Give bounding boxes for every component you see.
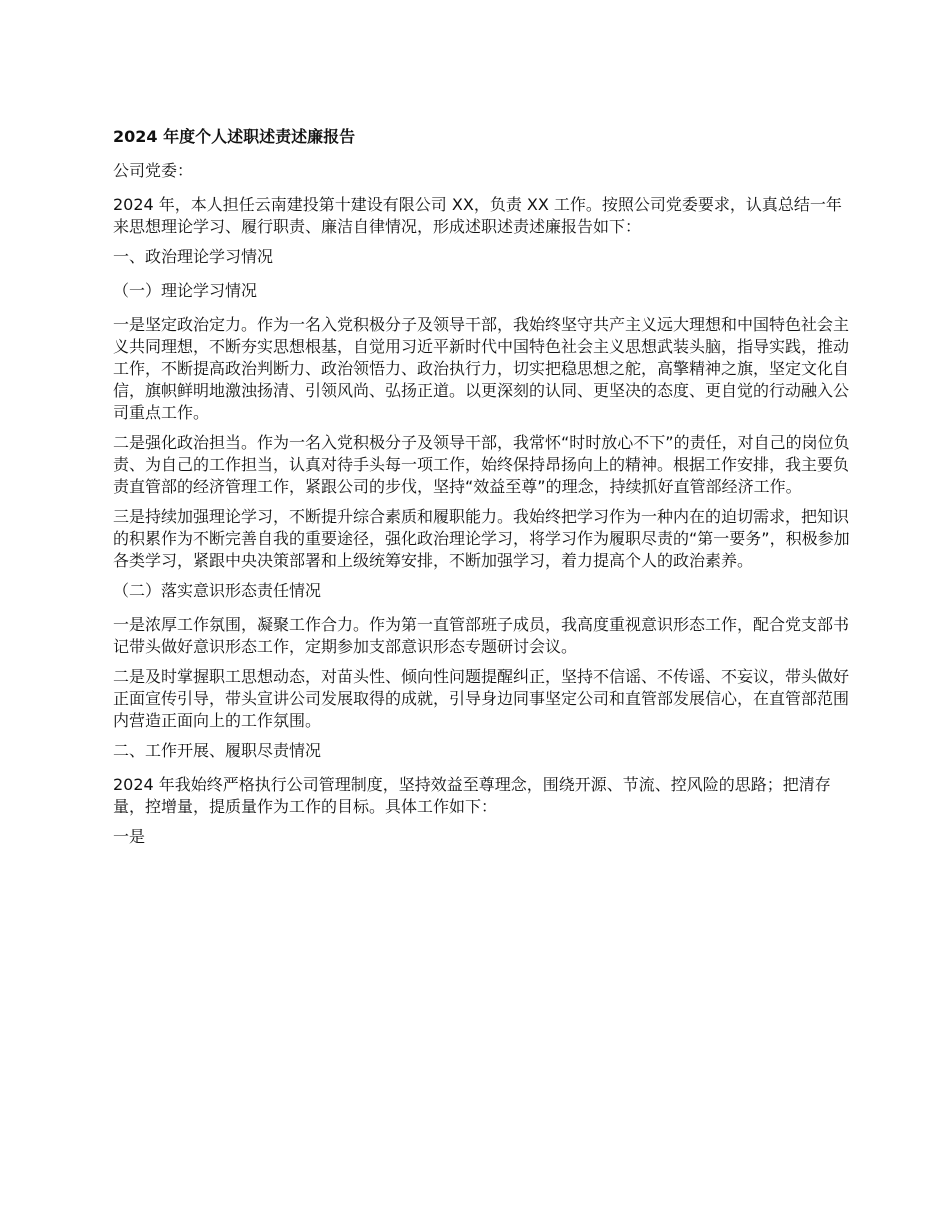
- subsection-1-heading: （一）理论学习情况: [113, 281, 258, 300]
- subsection-1-paragraph-1: 一是坚定政治定力。作为一名入党积极分子及领导干部，我始终坚守共产主义远大理想和中国特色社会主义共同理想，不断夯实思想根基，自觉用习近平新时代中国特色社会主义思想武装头脑，指导实践，推动工作，不断提高政治判断力、政治领悟力、政治执行力，切实把稳思想之舵，高擎精神之旗，坚定文化自信，旗帜鲜明地激浊扬清、引领风尚、弘扬正道。以更深刻的认同、更坚决的态度、更自觉的行动融入公司重点工作。: [113, 315, 850, 422]
- document-title: 2024 年度个人述职述责述廉报告: [113, 127, 356, 146]
- section-1-heading: 一、政治理论学习情况: [113, 247, 274, 266]
- section-2-heading: 二、工作开展、履职尽责情况: [113, 741, 322, 760]
- subsection-1-paragraph-2: 二是强化政治担当。作为一名入党积极分子及领导干部，我常怀“时时放心不下”的责任，对自己的岗位负责、为自己的工作担当，认真对待手头每一项工作，始终保持昂扬向上的精神。根据工作安排，我主要负责直管部的经济管理工作，紧跟公司的步伐，坚持“效益至尊”的理念，持续抓好直管部经济工作。: [113, 433, 850, 496]
- document-body: [113, 124, 853, 856]
- subsection-1-paragraph-3: 三是持续加强理论学习，不断提升综合素质和履职能力。我始终把学习作为一种内在的迫切需求，把知识的积累作为不断完善自我的重要途径，强化政治理论学习，将学习作为履职尽责的“第一要务”，积极参加各类学习，紧跟中央决策部署和上级统筹安排，不断加强学习，着力提高个人的政治素养。: [113, 507, 850, 570]
- subsection-2-heading: （二）落实意识形态责任情况: [113, 581, 322, 600]
- subsection-2-paragraph-1: 一是浓厚工作氛围，凝聚工作合力。作为第一直管部班子成员，我高度重视意识形态工作，配合党支部书记带头做好意识形态工作，定期参加支部意识形态专题研讨会议。: [113, 615, 850, 656]
- section-2-paragraph-1: 2024 年我始终严格执行公司管理制度，坚持效益至尊理念，围绕开源、节流、控风险的思路；把清存量，控增量，提质量作为工作的目标。具体工作如下：: [113, 775, 831, 816]
- salutation: 公司党委：: [113, 161, 194, 180]
- section-2-paragraph-2: 一是: [113, 827, 146, 846]
- intro-paragraph: 2024 年，本人担任云南建投第十建设有限公司 XX，负责 XX 工作。按照公司党委要求，认真总结一年来思想理论学习、履行职责、廉洁自律情况，形成述职述责述廉报告如下：: [113, 195, 842, 236]
- subsection-2-paragraph-2: 二是及时掌握职工思想动态，对苗头性、倾向性问题提醒纠正，坚持不信谣、不传谣、不妄议，带头做好正面宣传引导，带头宣讲公司发展取得的成就，引导身边同事坚定公司和直管部发展信心，在直管部范围内营造正面向上的工作氛围。: [113, 667, 850, 730]
